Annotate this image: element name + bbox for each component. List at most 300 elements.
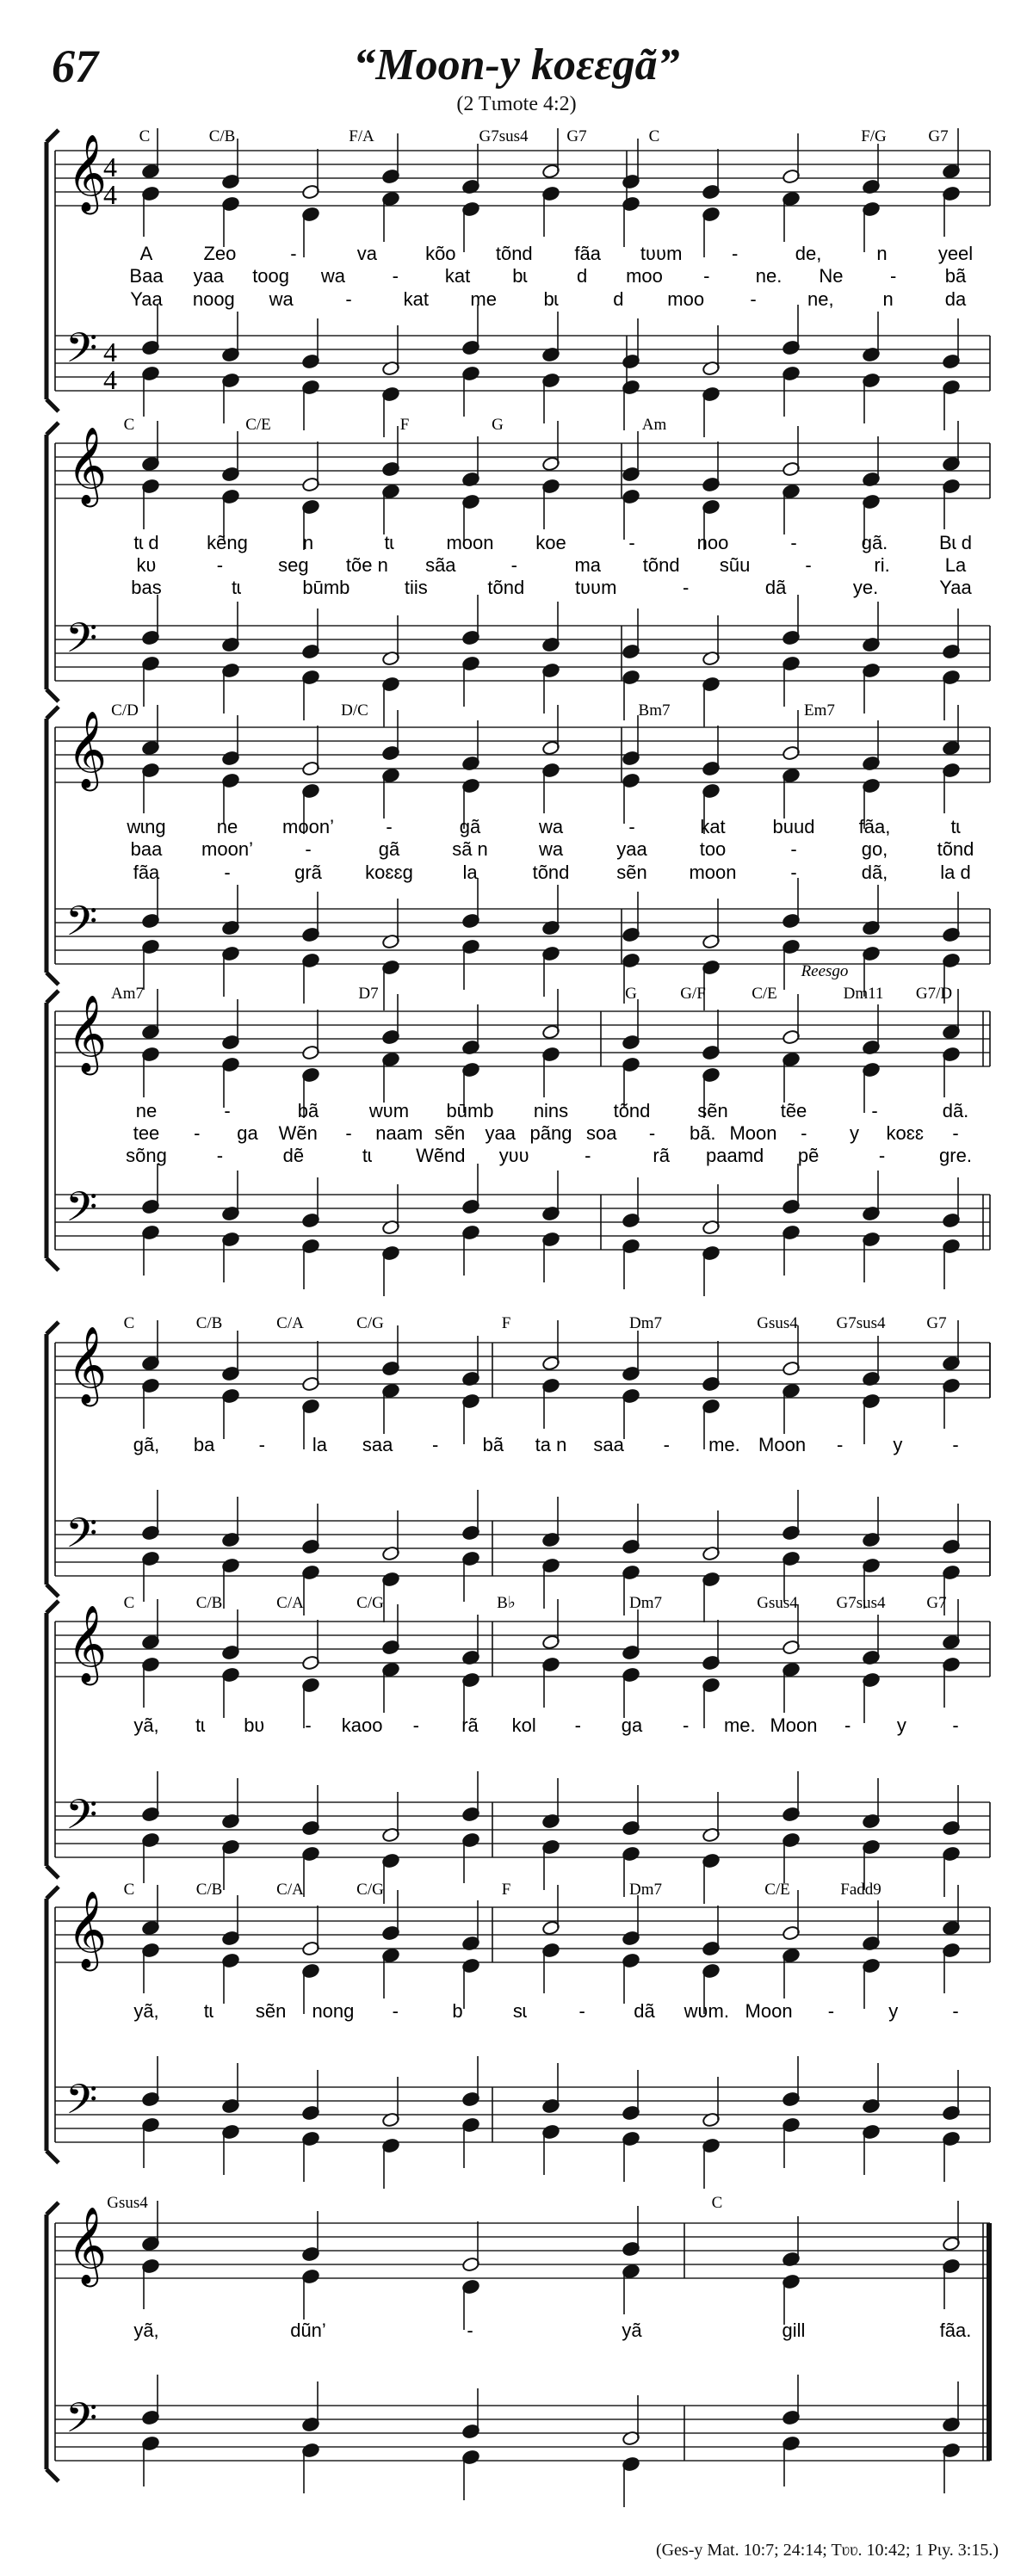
lyric-syllable: A: [139, 243, 153, 264]
chord-symbol: C/E: [764, 1881, 790, 1899]
alto-note: [702, 1677, 720, 1728]
alto-note: [862, 1672, 880, 1723]
melody-note: [461, 1004, 479, 1055]
lyric-syllable: -: [844, 1714, 851, 1736]
chord-symbol: G: [625, 985, 637, 1003]
lyric-syllable: moon: [446, 532, 494, 553]
lyric-syllable: -: [801, 1122, 807, 1144]
alto-note: [381, 768, 399, 819]
bass-note: [541, 2124, 560, 2175]
lyric-syllable: -: [412, 1714, 419, 1736]
alto-note: [141, 479, 159, 529]
lyric-syllable: -: [790, 838, 797, 860]
alto-note: [942, 1378, 960, 1429]
bass-clef-icon: 𝄢: [65, 1509, 98, 1567]
chord-symbol: Am7: [111, 985, 144, 1003]
lyric-syllable: -: [952, 2000, 959, 2022]
tenor-note: [381, 1792, 399, 1843]
alto-note: [381, 1662, 399, 1713]
melody-note: [782, 133, 800, 184]
bass-note: [301, 2131, 319, 2182]
lyric-syllable: fãa: [133, 862, 160, 883]
time-signature-bottom: 4: [103, 179, 117, 210]
bass-note: [622, 2456, 640, 2507]
system-bracket: [46, 130, 59, 411]
lyric-syllable: me.: [708, 1434, 740, 1455]
chord-symbol: C/D: [111, 701, 139, 720]
tenor-note: [221, 2063, 239, 2114]
tenor-note: [782, 1490, 800, 1541]
treble-clef-icon: 𝄞: [67, 1326, 108, 1404]
tenor-note: [461, 1771, 479, 1822]
melody-note: [702, 1341, 720, 1392]
bass-note: [541, 373, 560, 423]
lyric-syllable: yã,: [133, 2000, 159, 2022]
treble-clef-icon: 𝄞: [67, 427, 108, 504]
alto-note: [381, 484, 399, 534]
lyric-syllable: ga: [621, 1714, 643, 1736]
lyric-syllable: kaoo: [341, 1714, 383, 1736]
lyric-syllable: nins: [533, 1100, 569, 1121]
lyric-syllable: wʋm.: [684, 2000, 729, 2022]
chord-symbol: C/G: [356, 1314, 384, 1332]
melody-note: [702, 726, 720, 776]
lyric-syllable: -: [952, 1122, 959, 1144]
bass-clef-icon: 𝄢: [65, 1183, 98, 1241]
lyric-syllable: tɩ: [950, 816, 961, 837]
lyric-syllable: bɩ: [512, 265, 528, 287]
lyric-syllable: Moon: [745, 2000, 793, 2022]
tenor-note: [782, 305, 800, 355]
alto-note: [622, 1953, 640, 2004]
lyric-syllable: sũu: [719, 554, 751, 576]
tenor-note: [862, 885, 880, 936]
bass-note: [221, 2124, 239, 2175]
lyric-syllable: saa: [593, 1434, 624, 1455]
alto-note: [541, 1943, 560, 1993]
lyric-syllable: gã: [459, 816, 481, 837]
lyric-syllable: -: [574, 1714, 581, 1736]
tenor-note: [622, 2070, 640, 2121]
lyric-syllable: -: [194, 1122, 201, 1144]
melody-note: [301, 1010, 319, 1060]
bass-note: [301, 670, 319, 720]
lyric-syllable: toog: [252, 265, 290, 287]
tenor-note: [622, 1177, 640, 1228]
lyric-syllable: bã: [482, 1434, 504, 1455]
lyric-syllable: -: [648, 1122, 656, 1144]
lyric-syllable: dẽ: [282, 1145, 305, 1166]
lyric-syllable: tʋʋm: [574, 577, 617, 598]
treble-clef-icon: 𝄞: [67, 711, 108, 788]
lyric-syllable: -: [224, 1100, 231, 1121]
lyric-syllable: noog: [192, 288, 235, 310]
tenor-note: [141, 2375, 159, 2425]
melody-note: [461, 1900, 479, 1951]
tenor-note: [702, 2077, 720, 2128]
lyric-syllable: tõe n: [345, 554, 388, 576]
lyric-syllable: kat: [403, 288, 430, 310]
alto-note: [141, 186, 159, 237]
melody-note: [141, 1885, 159, 1936]
melody-note: [141, 1320, 159, 1371]
lyric-syllable: da: [944, 288, 967, 310]
tenor-note: [942, 892, 960, 942]
melody-note: [461, 2221, 479, 2272]
lyric-syllable: sẽn: [255, 2000, 287, 2022]
chord-symbol: Gsus4: [757, 1594, 798, 1612]
lyric-syllable: moon’: [201, 838, 253, 860]
lyric-syllable: -: [663, 1434, 670, 1455]
lyric-syllable: -: [216, 1145, 224, 1166]
lyric-syllable: -: [837, 1434, 844, 1455]
lyric-syllable: tõnd: [532, 862, 570, 883]
tenor-note: [141, 2056, 159, 2107]
bass-note: [221, 373, 239, 423]
melody-note: [541, 421, 560, 472]
melody-note: [622, 2206, 640, 2257]
alto-note: [782, 2274, 800, 2325]
bass-note: [301, 1846, 319, 1897]
system-bracket: [46, 991, 59, 1270]
tenor-note: [461, 2388, 479, 2439]
lyric-syllable: yã,: [133, 1714, 159, 1736]
lyric-syllable: go,: [861, 838, 888, 860]
tenor-note: [862, 1171, 880, 1221]
tenor-note: [622, 318, 640, 369]
lyric-syllable: gill: [782, 2320, 806, 2341]
chord-symbol: G7: [926, 1594, 947, 1612]
tenor-note: [541, 1171, 560, 1221]
chord-symbol: C/A: [276, 1881, 304, 1899]
melody-note: [301, 149, 319, 200]
lyric-syllable: d: [613, 288, 624, 310]
alto-note: [942, 479, 960, 529]
tenor-note: [221, 1778, 239, 1829]
alto-note: [782, 768, 800, 819]
tenor-note: [702, 1792, 720, 1843]
lyric-syllable: ne,: [807, 288, 834, 310]
chord-symbol: C/B: [195, 1314, 223, 1332]
tenor-note: [301, 1785, 319, 1836]
lyric-syllable: koɛɛ: [886, 1122, 924, 1144]
footnote-references: (Ges-y Mat. 10:7; 24:14; Tʋʋ. 10:42; 1 Pɩy. 3:15.): [655, 2541, 999, 2560]
alto-note: [221, 1953, 239, 2004]
chord-symbol: C/E: [245, 416, 271, 434]
lyric-syllable: yaa: [485, 1122, 516, 1144]
lyric-syllable: tɩ: [195, 1714, 206, 1736]
lyric-syllable: buud: [772, 816, 815, 837]
chord-symbol: C: [123, 1594, 135, 1612]
lyric-syllable: dã: [764, 577, 787, 598]
chord-symbol: Dm7: [629, 1314, 662, 1332]
lyric-syllable: -: [790, 532, 797, 553]
tenor-note: [301, 2381, 319, 2432]
melody-note: [461, 144, 479, 195]
lyric-syllable: me: [470, 288, 497, 310]
lyric-syllable: -: [628, 532, 635, 553]
lyric-syllable: bã: [944, 265, 967, 287]
bass-note: [622, 380, 640, 430]
chord-symbol: C: [139, 127, 151, 145]
melody-note: [301, 1620, 319, 1671]
lyric-syllable: ri.: [874, 554, 890, 576]
alto-note: [862, 1958, 880, 2009]
lyric-syllable: tɩ d: [133, 532, 159, 553]
melody-note: [541, 1320, 560, 1371]
bass-clef-icon: 𝄢: [65, 2075, 98, 2134]
tenor-note: [461, 1490, 479, 1541]
alto-note: [622, 196, 640, 247]
tenor-note: [942, 2381, 960, 2432]
bass-note: [702, 1572, 720, 1622]
lyric-syllable: bʋ: [244, 1714, 265, 1736]
system-bracket: [46, 707, 59, 985]
lyric-syllable: kat: [444, 265, 471, 287]
lyric-syllable: gã,: [133, 1434, 160, 1455]
chord-symbol: Am: [641, 416, 667, 434]
chord-symbol: C/E: [752, 985, 777, 1003]
lyric-syllable: moo: [667, 288, 705, 310]
tenor-note: [301, 318, 319, 369]
bass-note: [221, 1232, 239, 1282]
bass-clef-icon: 𝄢: [65, 614, 98, 672]
chord-symbol: Fadd9: [840, 1881, 881, 1899]
tenor-note: [702, 1184, 720, 1235]
alto-note: [141, 2258, 159, 2309]
lyric-syllable: moon: [689, 862, 737, 883]
chord-symbol: D7: [358, 985, 379, 1003]
tenor-note: [381, 1510, 399, 1561]
chord-symbol: Em7: [804, 701, 835, 720]
chord-symbol: D/C: [341, 701, 368, 720]
tenor-note: [141, 1164, 159, 1214]
treble-clef-icon: 𝄞: [67, 995, 108, 1072]
lyric-syllable: tee: [133, 1122, 160, 1144]
lyric-syllable: tõnd: [642, 554, 680, 576]
lyric-syllable: tõnd: [937, 838, 974, 860]
melody-note: [461, 1336, 479, 1387]
bass-note: [942, 2131, 960, 2182]
lyric-syllable: seg: [278, 554, 309, 576]
lyric-syllable: yeel: [937, 243, 974, 264]
chord-symbol: C: [711, 2194, 723, 2212]
lyric-syllable: b: [452, 2000, 463, 2022]
melody-note: [541, 1885, 560, 1936]
melody-note: [782, 426, 800, 477]
lyric-syllable: noo: [696, 532, 729, 553]
lyric-syllable: kẽng: [207, 532, 248, 553]
lyric-syllable: tẽe: [780, 1100, 807, 1121]
chord-symbol: Bm7: [638, 701, 671, 720]
bass-note: [622, 2131, 640, 2182]
lyric-syllable: ne: [216, 816, 238, 837]
tenor-note: [301, 608, 319, 659]
lyric-syllable: wa: [269, 288, 294, 310]
tenor-note: [702, 899, 720, 949]
alto-note: [942, 763, 960, 813]
bass-note: [541, 1839, 560, 1890]
alto-note: [942, 1943, 960, 1993]
lyric-syllable: ye.: [852, 577, 879, 598]
bass-note: [702, 676, 720, 727]
system-bracket: [46, 2202, 59, 2481]
alto-note: [942, 1047, 960, 1097]
melody-note: [301, 726, 319, 776]
bass-clef-icon: 𝄢: [65, 1790, 98, 1849]
tenor-note: [221, 602, 239, 652]
lyric-syllable: -: [386, 816, 393, 837]
lyric-syllable: -: [510, 554, 517, 576]
tenor-note: [942, 1177, 960, 1228]
lyric-syllable: ma: [574, 554, 602, 576]
chord-symbol: C: [123, 416, 135, 434]
lyric-syllable: dã,: [861, 862, 888, 883]
lyric-syllable: yʋʋ: [498, 1145, 529, 1166]
tenor-note: [541, 885, 560, 936]
alto-note: [541, 1657, 560, 1708]
lyric-syllable: Wẽnd: [416, 1145, 466, 1166]
lyric-syllable: ne: [135, 1100, 158, 1121]
melody-note: [862, 720, 880, 771]
alto-note: [221, 196, 239, 247]
treble-clef-icon: 𝄞: [67, 1891, 108, 1968]
tenor-note: [381, 899, 399, 949]
lyric-syllable: koe: [535, 532, 566, 553]
lyric-syllable: -: [467, 2320, 473, 2341]
alto-note: [622, 2264, 640, 2314]
bass-note: [221, 1558, 239, 1609]
lyric-syllable: -: [258, 1434, 265, 1455]
tenor-note: [461, 1164, 479, 1214]
lyric-syllable: rã: [461, 1714, 479, 1736]
chord-symbol: Dm7: [629, 1881, 662, 1899]
melody-note: [782, 710, 800, 761]
melody-note: [862, 1004, 880, 1055]
tenor-note: [461, 595, 479, 646]
tenor-note: [141, 595, 159, 646]
system-bracket: [46, 1322, 59, 1597]
tenor-note: [622, 892, 640, 942]
alto-note: [461, 1958, 479, 2009]
alto-note: [702, 207, 720, 257]
lyric-syllable: -: [731, 243, 739, 264]
tenor-note: [301, 2070, 319, 2121]
lyric-syllable: sɩ: [512, 2000, 527, 2022]
melody-note: [141, 421, 159, 472]
lyric-syllable: dã: [634, 2000, 655, 2022]
bass-note: [301, 1239, 319, 1289]
lyric-syllable: wɩng: [127, 816, 166, 837]
melody-note: [862, 436, 880, 487]
bass-note: [862, 2124, 880, 2175]
chord-symbol: G7: [928, 127, 949, 145]
bass-clef-icon: 𝄢: [65, 2394, 98, 2452]
alto-note: [782, 1383, 800, 1434]
tenor-note: [782, 595, 800, 646]
alto-note: [942, 2258, 960, 2309]
tenor-note: [942, 2070, 960, 2121]
tenor-note: [381, 2077, 399, 2128]
tenor-note: [622, 1504, 640, 1554]
bass-note: [221, 946, 239, 997]
lyric-syllable: būmb: [302, 577, 350, 598]
lyric-syllable: -: [750, 288, 757, 310]
tenor-note: [221, 1497, 239, 1547]
time-signature-bottom: 4: [103, 364, 117, 395]
lyric-syllable: ga: [237, 1122, 258, 1144]
tenor-note: [942, 1785, 960, 1836]
melody-note: [381, 1325, 399, 1376]
lyric-syllable: rã: [653, 1145, 670, 1166]
tenor-note: [141, 305, 159, 355]
lyric-syllable: Moon: [770, 1714, 818, 1736]
alto-note: [782, 1052, 800, 1103]
tenor-note: [301, 892, 319, 942]
lyric-syllable: me.: [723, 1714, 756, 1736]
alto-note: [381, 1052, 399, 1103]
alto-note: [862, 1393, 880, 1444]
melody-note: [301, 442, 319, 492]
tenor-note: [782, 878, 800, 929]
bass-clef-icon: 𝄢: [65, 897, 98, 955]
chord-symbol: F: [501, 1314, 511, 1332]
chord-symbol: G7sus4: [836, 1594, 886, 1612]
alto-note: [141, 1657, 159, 1708]
lyric-syllable: kõo: [425, 243, 456, 264]
lyric-syllable: -: [952, 1434, 959, 1455]
tenor-note: [221, 885, 239, 936]
lyric-syllable: yã,: [133, 2320, 159, 2341]
lyric-syllable: -: [392, 2000, 399, 2022]
tenor-note: [221, 1171, 239, 1221]
tenor-note: [541, 1497, 560, 1547]
alto-note: [461, 201, 479, 252]
tenor-note: [221, 312, 239, 362]
lyric-syllable: -: [683, 577, 690, 598]
bass-note: [221, 663, 239, 713]
lyric-syllable: tʋʋm: [640, 243, 683, 264]
tenor-note: [782, 1164, 800, 1214]
bass-note: [301, 2443, 319, 2493]
lyric-syllable: ta n: [535, 1434, 567, 1455]
lyric-syllable: fãa: [574, 243, 602, 264]
melody-note: [862, 1336, 880, 1387]
bass-note: [702, 1245, 720, 1296]
tenor-note: [622, 608, 640, 659]
melody-note: [461, 720, 479, 771]
tenor-note: [301, 1177, 319, 1228]
lyric-syllable: saa: [362, 1434, 393, 1455]
lyric-syllable: -: [392, 265, 399, 287]
alto-note: [782, 1662, 800, 1713]
tenor-note: [862, 602, 880, 652]
bass-note: [942, 2443, 960, 2493]
alto-note: [221, 1388, 239, 1439]
chord-symbol: Gsus4: [107, 2194, 148, 2212]
lyric-syllable: ba: [193, 1434, 215, 1455]
lyric-syllable: -: [871, 1100, 878, 1121]
alto-note: [541, 763, 560, 813]
lyric-syllable: -: [345, 288, 352, 310]
tenor-note: [541, 602, 560, 652]
chord-symbol: F/A: [349, 127, 374, 145]
lyric-syllable: nong: [312, 2000, 355, 2022]
tenor-note: [381, 615, 399, 666]
chord-symbol: G: [492, 416, 504, 434]
lyric-syllable: -: [952, 1714, 959, 1736]
tenor-note: [702, 615, 720, 666]
